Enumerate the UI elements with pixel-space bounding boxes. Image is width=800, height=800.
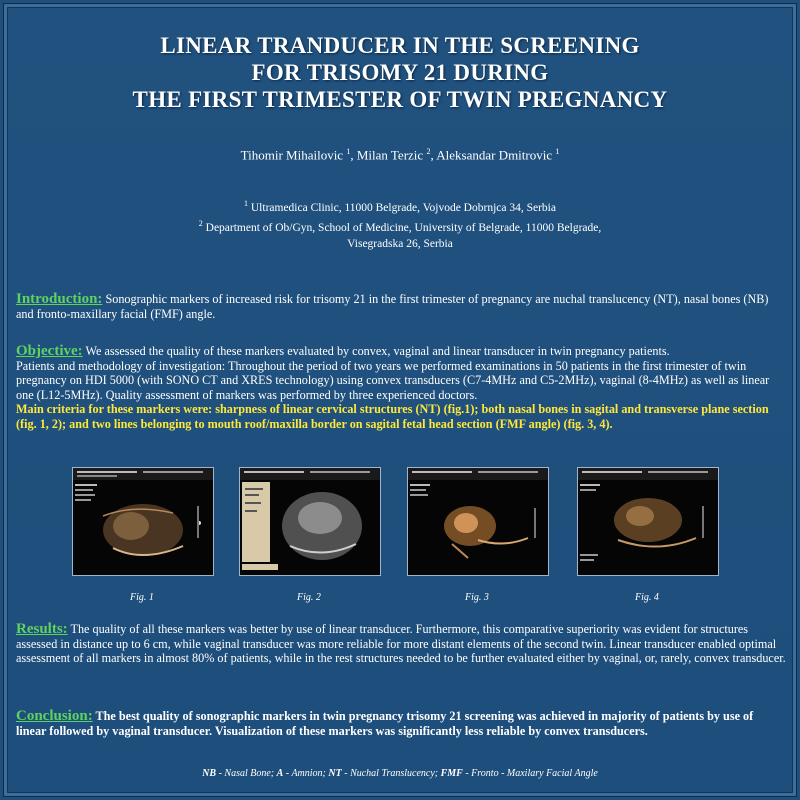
criteria-text: Main criteria for these markers were: sharpness of linear cervical structures (NT) (fig.1); both nasal bones in sagital and transverse plane section (fig. 1, 2); and two lines belonging to mouth roof/maxilla border on sagital fetal head section (FMF angle) (fig. 3, 4). [16, 402, 769, 431]
abbr-a: A [276, 768, 284, 779]
objective-heading: Objective: [16, 343, 83, 359]
figure-3 [407, 467, 549, 576]
authors: Tihomir Mihailovic $^1$, Milan Terzic $^2$, Aleksandar Dmitrovic $^1$ [240, 147, 560, 163]
author-3-sup: 1 [555, 147, 560, 156]
author-2-sup: 2 [426, 147, 431, 156]
introduction-section [16, 292, 786, 321]
fig-3-caption: Fig. 3 [465, 592, 489, 603]
figure-4 [577, 467, 719, 576]
fig-4-caption: Fig. 4 [635, 592, 659, 603]
conclusion-section [16, 709, 786, 738]
results-heading: Results: [16, 621, 68, 637]
introduction-heading: Introduction: [16, 291, 103, 307]
abbr-fmf-text: - Fronto - Maxilary Facial Angle [462, 768, 598, 779]
methodology-text: Patients and methodology of investigation: Throughout the period of two years we performed examinations in 50 patients in the first trimester of twin pregnancy on HDI 5000 (with SONO CT and XRES technology) using convex transducers (C7-4MHz and C5-2MHz), vaginal (8-4MHz) as well as linear one (L12-5MHz). Quality assessment of markers was performed by three experienced doctors. [16, 358, 770, 402]
objective-text: We assessed the quality of these markers evaluated by convex, vaginal and linear transducer in twin pregnancy patients. [82, 344, 670, 358]
affil-2-sup: 2 [198, 218, 203, 228]
fig-1-caption: Fig. 1 [130, 592, 154, 603]
figure-1 [72, 467, 214, 576]
ultrasound-image-2 [240, 468, 380, 575]
affil-line-3: Visegradska 26, Serbia [347, 237, 453, 250]
author-1-sup: 1 [346, 147, 351, 156]
abbr-nt: NT [328, 768, 342, 779]
title-line-2: FOR TRISOMY 21 DURING [251, 60, 549, 85]
abbr-a-text: - Amnion; [283, 768, 329, 779]
introduction-text: Sonographic markers of increased risk for trisomy 21 in the first trimester of pregnancy are nuchal translucency (NT), nasal bones (NB) and fronto-maxillary facial (FMF) angle. [16, 292, 769, 321]
ultrasound-image-4 [578, 468, 718, 575]
objective-section [16, 344, 786, 432]
abbreviations-footer [0, 768, 800, 779]
fig-2-caption: Fig. 2 [297, 592, 321, 603]
affil-line-2: Department of Ob/Gyn, School of Medicine, University of Belgrade, 11000 Belgrade, [202, 221, 602, 234]
ultrasound-image-3 [408, 468, 548, 575]
affil-line-1: Ultramedica Clinic, 11000 Belgrade, Vojvode Dobrnjca 34, Serbia [248, 201, 556, 214]
figure-2 [239, 467, 381, 576]
results-text: The quality of all these markers was better by use of linear transducer. Furthermore, this comparative superiority was evident for structures assessed in distance up to 6 cm, while vaginal transducer was more reliable for more distant elements of the second twin. Linear transducer enabled optimal assessment of all markers in almost 80% of patients, while in the rest structures needed to be further evaluated either by vaginal, or, rarely, convex transducer. [16, 622, 786, 666]
results-section [16, 622, 786, 666]
author-3: Aleksandar Dmitrovic [436, 147, 553, 163]
title-line-3: THE FIRST TRIMESTER OF TWIN PREGNANCY [132, 87, 668, 112]
author-2: Milan Terzic [356, 147, 424, 163]
affiliations [0, 196, 800, 252]
affil-1-sup: 1 [244, 199, 248, 208]
conclusion-heading: Conclusion: [16, 708, 93, 724]
abbr-nb-text: - Nasal Bone; [216, 768, 277, 779]
abbr-nt-text: - Nuchal Translucency; [341, 768, 441, 779]
ultrasound-image-1 [73, 468, 213, 575]
abbr-nb: NB [202, 768, 217, 779]
conclusion-text: The best quality of sonographic markers in twin pregnancy trisomy 21 screening was achieved in majority of patients by use of linear followed by vaginal transducer. Visualization of these markers was significantly less reliable by convex transducers. [16, 709, 754, 738]
poster-title [0, 32, 800, 113]
abbr-fmf: FMF [440, 768, 463, 779]
author-1: Tihomir Mihailovic [240, 147, 344, 163]
title-line-1: LINEAR TRANDUCER IN THE SCREENING [160, 33, 640, 58]
